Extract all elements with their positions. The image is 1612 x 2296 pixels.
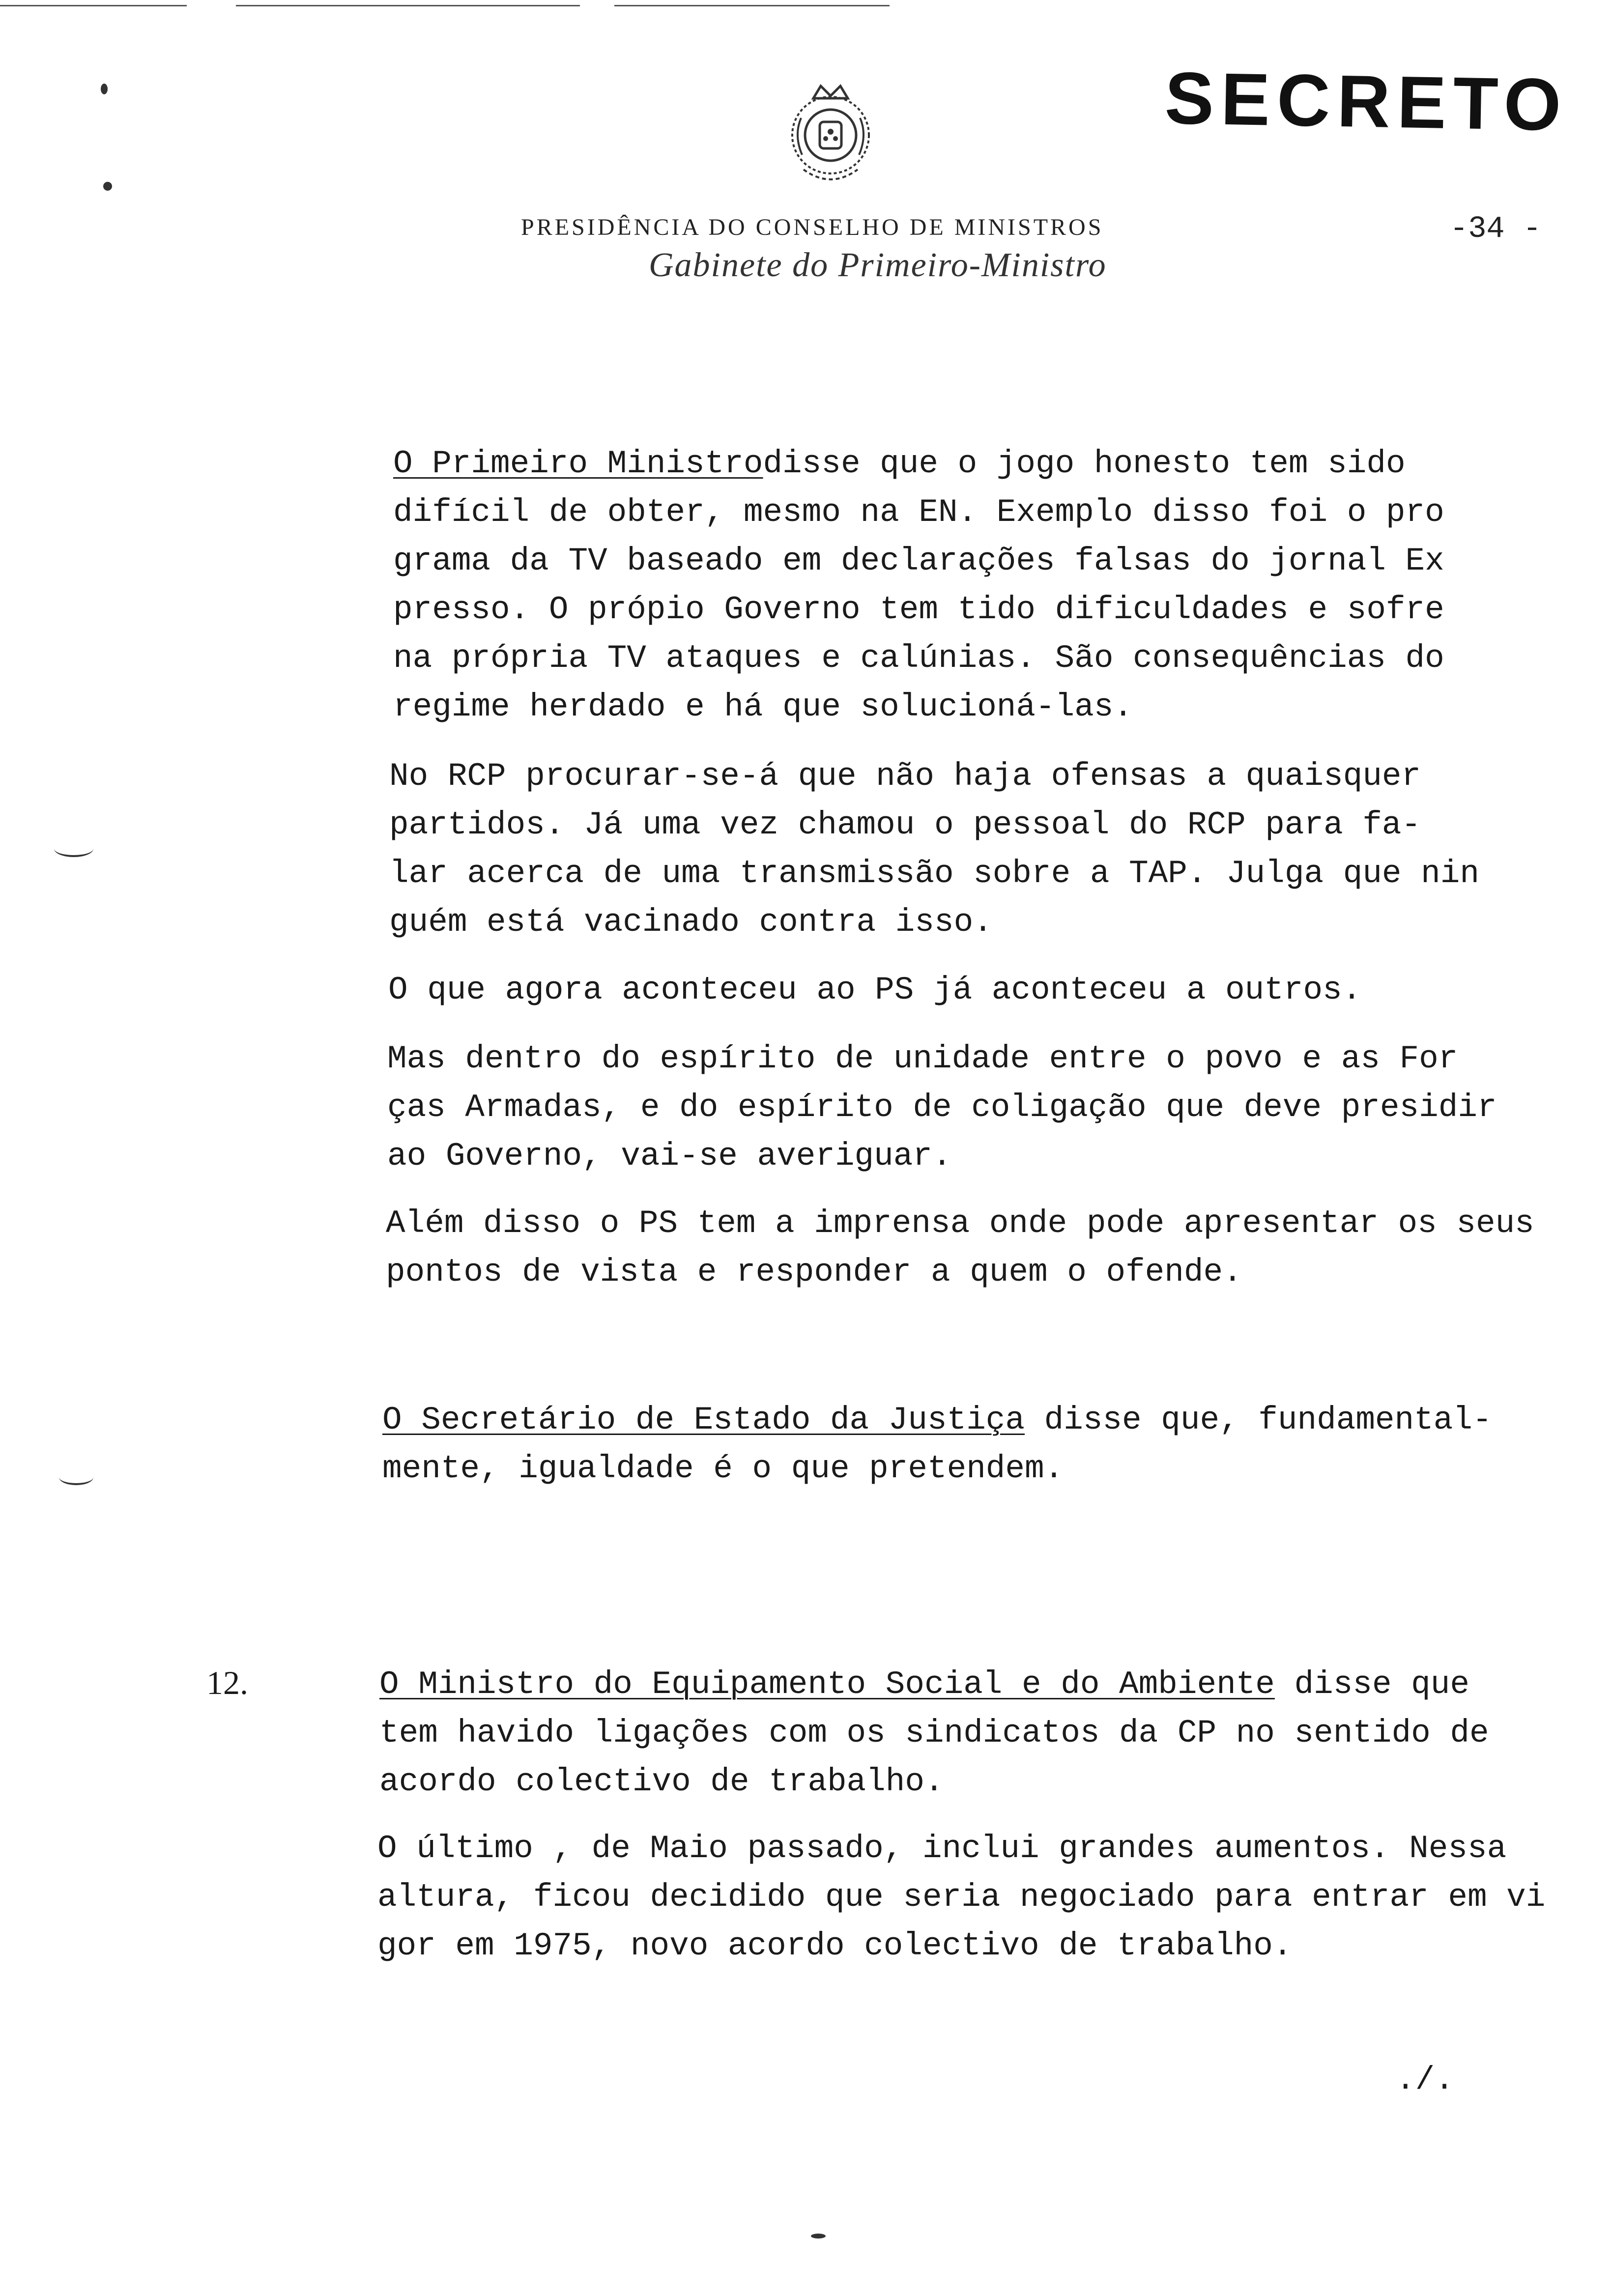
item-number: 12.	[206, 1664, 248, 1701]
text-line: Mas dentro do espírito de unidade entre o povo e as For	[387, 1040, 1458, 1077]
cabinet-header: Gabinete do Primeiro-Ministro	[649, 246, 1107, 284]
scan-edge-line	[0, 5, 187, 6]
text-line: O que agora aconteceu ao PS já aconteceu a outros.	[388, 972, 1362, 1008]
text-line: partidos. Já uma vez chamou o pessoal do RCP para fa-	[389, 806, 1421, 843]
paragraph	[389, 752, 1479, 947]
text-line: gor em 1975, novo acordo colectivo de trabalho.	[377, 1927, 1293, 1964]
text-line: No RCP procurar-se-á que não haja ofensas a quaisquer	[389, 758, 1421, 795]
text-line: O último , de Maio passado, inclui grandes aumentos. Nessa	[377, 1830, 1507, 1867]
text-line: acordo colectivo de trabalho.	[379, 1763, 944, 1800]
scan-mark	[54, 840, 93, 857]
scan-mark	[59, 1469, 93, 1485]
speaker-name: O Secretário de Estado da Justiça	[382, 1402, 1025, 1438]
paragraph	[377, 1824, 1545, 1970]
text-line: mente, igualdade é o que pretendem.	[382, 1450, 1064, 1487]
ministry-header: PRESIDÊNCIA DO CONSELHO DE MINISTROS	[521, 214, 1104, 240]
scan-speck	[103, 182, 112, 191]
text-line: presso. O própio Governo tem tido dificuldades e sofre	[393, 591, 1444, 628]
text-line: altura, ficou decidido que seria negociado para entrar em vi	[377, 1879, 1546, 1916]
text-line: Além disso o PS tem a imprensa onde pode apresentar os seus	[386, 1205, 1534, 1242]
text-line: na própria TV ataques e calúnias. São consequências do	[393, 640, 1444, 677]
classification-stamp: SECRETO	[1164, 56, 1569, 146]
page-number: -34 -	[1450, 211, 1542, 246]
text-line: grama da TV baseado em declarações falsas do jornal Ex	[393, 543, 1444, 579]
paragraph	[386, 1199, 1534, 1296]
paragraph	[379, 1660, 1489, 1806]
scan-edge-line	[236, 5, 580, 6]
paragraph	[382, 1396, 1492, 1493]
speaker-name: O Primeiro Ministro	[393, 445, 763, 482]
paragraph	[393, 439, 1444, 731]
paragraph	[387, 1034, 1497, 1180]
coat-of-arms-icon	[767, 69, 894, 197]
scan-speck	[811, 2234, 826, 2239]
text-line: lar acerca de uma transmissão sobre a TAP. Julga que nin	[389, 855, 1479, 892]
paragraph	[388, 966, 1361, 1014]
continuation-mark: ./.	[1396, 2062, 1454, 2098]
text-line: pontos de vista e responder a quem o ofende.	[386, 1254, 1242, 1291]
text-line: O Ministro do Equipamento Social e do Ambiente disse que	[379, 1666, 1469, 1703]
text-line: O Primeiro Ministrodisse que o jogo honesto tem sido	[393, 445, 1406, 482]
text-line: ças Armadas, e do espírito de coligação que deve presidir	[387, 1089, 1497, 1126]
scan-edge-line	[614, 5, 890, 6]
text-line: guém está vacinado contra isso.	[389, 904, 993, 941]
scan-speck	[101, 84, 108, 94]
text-line: difícil de obter, mesmo na EN. Exemplo disso foi o pro	[393, 494, 1444, 531]
text-line: ao Governo, vai-se averiguar.	[387, 1138, 952, 1175]
text-line: tem havido ligações com os sindicatos da CP no sentido de	[379, 1715, 1489, 1751]
speaker-name: O Ministro do Equipamento Social e do Ambiente	[379, 1666, 1275, 1703]
text-line: O Secretário de Estado da Justiça disse que, fundamental-	[382, 1402, 1492, 1438]
text-line: regime herdado e há que solucioná-las.	[393, 689, 1133, 725]
